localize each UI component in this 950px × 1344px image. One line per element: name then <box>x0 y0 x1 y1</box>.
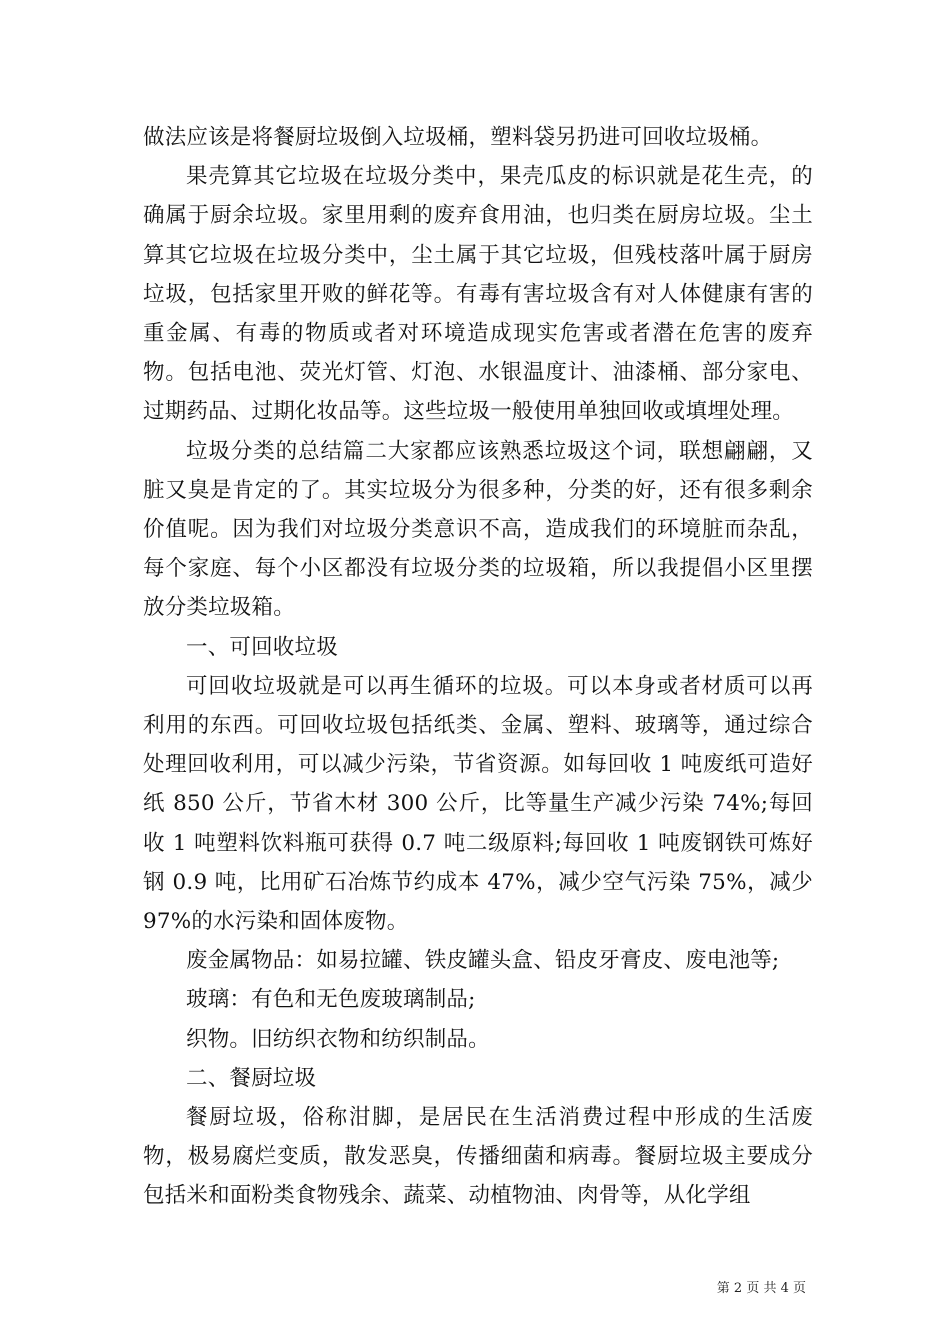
paragraph: 餐厨垃圾，俗称泔脚，是居民在生活消费过程中形成的生活废物，极易腐烂变质，散发恶臭，传播细菌和病毒。餐厨垃圾主要成分包括米和面粉类食物残余、蔬菜、动植物油、肉骨等，从化学组 <box>143 1105 813 1209</box>
body-text <box>143 118 813 1216</box>
page-number: 第 2 页 共 4 页 <box>716 1281 806 1296</box>
list-item: 废金属物品：如易拉罐、铁皮罐头盒、铅皮牙膏皮、废电池等; <box>186 948 780 974</box>
section-heading-kitchen-waste: 二、餐厨垃圾 <box>186 1065 317 1091</box>
paragraph: 果壳算其它垃圾在垃圾分类中，果壳瓜皮的标识就是花生壳，的确属于厨余垃圾。家里用剩的废弃食用油，也归类在厨房垃圾。尘土算其它垃圾在垃圾分类中，尘土属于其它垃圾，但残枝落叶属于厨房垃圾，包括家里开败的鲜花等。有毒有害垃圾含有对人体健康有害的重金属、有毒的物质或者对环境造成现实危害或者潜在危害的废弃物。包括电池、荧光灯管、灯泡、水银温度计、油漆桶、部分家电、过期药品、过期化妆品等。这些垃圾一般使用单独回收或填埋处理。 <box>143 164 813 425</box>
list-item: 玻璃：有色和无色废玻璃制品; <box>186 987 476 1013</box>
paragraph: 垃圾分类的总结篇二大家都应该熟悉垃圾这个词，联想翩翩，又脏又臭是肯定的了。其实垃圾分为很多种，分类的好，还有很多剩余价值呢。因为我们对垃圾分类意识不高，造成我们的环境脏而杂乱，每个家庭、每个小区都没有垃圾分类的垃圾箱，所以我提倡小区里摆放分类垃圾箱。 <box>143 438 813 621</box>
paragraph: 可回收垃圾就是可以再生循环的垃圾。可以本身或者材质可以再利用的东西。可回收垃圾包括纸类、金属、塑料、玻璃等，通过综合处理回收利用，可以减少污染，节省资源。如每回收 1 吨废纸可造好纸 850 公斤，节省木材 300 公斤，比等量生产减少污染 74%;每回收 1 吨塑料饮料瓶可获得 0.7 吨二级原料;每回收 1 吨废钢铁可炼好钢 0.9 吨，比用矿石冶炼节约成本 47%，减少空气污染 75%，减少 97%的水污染和固体废物。 <box>143 673 813 935</box>
paragraph: 做法应该是将餐厨垃圾倒入垃圾桶，塑料袋另扔进可回收垃圾桶。 <box>143 125 773 150</box>
section-heading-recyclable: 一、可回收垃圾 <box>186 634 338 660</box>
list-item: 织物。旧纺织衣物和纺织制品。 <box>186 1026 490 1052</box>
